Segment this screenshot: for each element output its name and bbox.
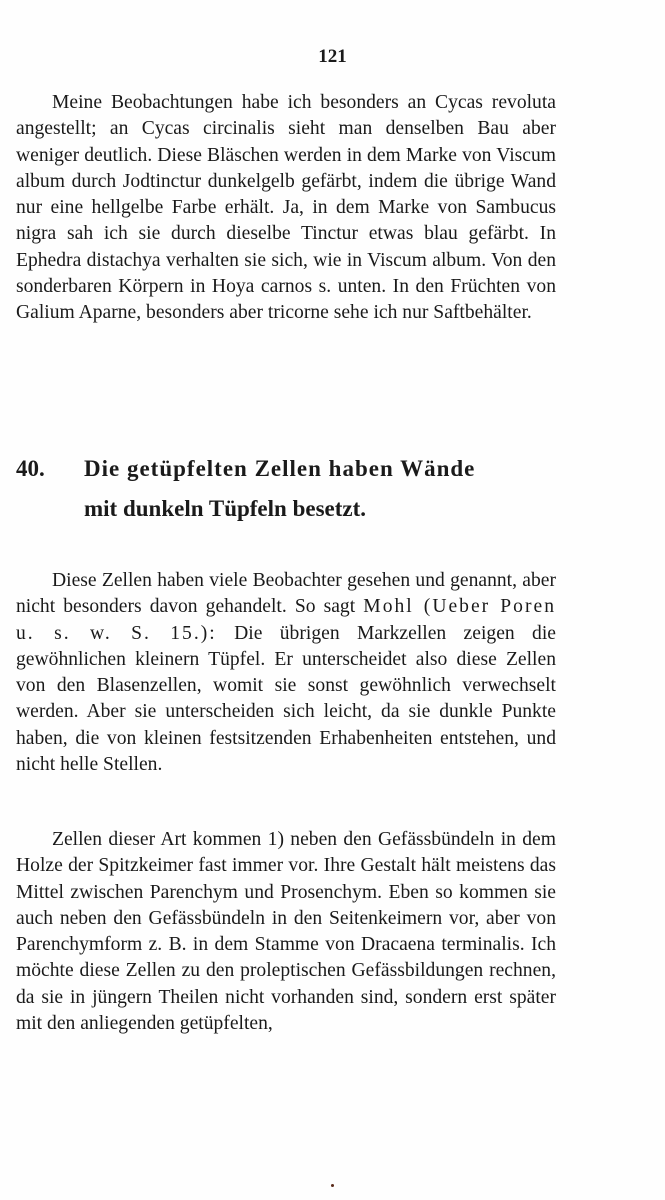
section-heading [16, 449, 576, 529]
section-number: 40. [16, 456, 45, 481]
paragraph-2 [16, 568, 556, 778]
paragraph-1-text: Meine Beobachtungen habe ich besonders an Cycas revoluta angestellt; an Cycas circinalis sieht man denselben Bau aber weniger deutlich. Diese Bläschen werden in dem Marke von Viscum album durch Jodtinctur dunkelgelb gefärbt, indem die übrige Wand nur eine hellgelbe Farbe erhält. Ja, in dem Marke von Sambucus nigra sah ich sie durch dieselbe Tinctur etwas blau gefärbt. In Ephedra distachya verhalten sie sich, wie in Viscum album. Von den sonderbaren Körpern in Hoya carnos s. unten. In den Früchten von Galium Aparne, besonders aber tricorne sehe ich nur Saftbehälter. [16, 92, 556, 324]
page-number: 121 [318, 46, 347, 67]
paragraph-3 [16, 827, 556, 1037]
paragraph-2-rest: Die übrigen Markzellen zeigen die gewöhnlichen kleinern Tüpfel. Er unterscheidet also diese Zellen von den Blasenzellen, womit sie sonst gewöhnlich verwechselt werden. Aber sie unterscheiden sich leicht, da sie dunkle Punkte haben, die von kleinen festsitzenden Erhabenheiten entstehen, und nicht helle Stellen. [16, 622, 556, 776]
paragraph-3-text: Zellen dieser Art kommen 1) neben den Gefässbündeln in dem Holze der Spitzkeimer fast immer vor. Ihre Gestalt hält meistens das Mittel zwischen Parenchym und Prosenchym. Eben so kommen sie auch neben den Gefässbündeln in den Seitenkeimern vor, aber von Parenchymform z. B. in dem Stamme von Dracaena terminalis. Ich möchte diese Zellen zu den proleptischen Gefässbildungen rechnen, da sie in jüngern Theilen nicht vorhanden sind, sondern erst später mit den anliegenden getüpfelten, [16, 829, 556, 1035]
page-mark [331, 1184, 334, 1187]
section-title-line-2: mit dunkeln Tüpfeln besetzt. [84, 496, 367, 521]
paragraph-1 [16, 90, 556, 327]
section-title-line-1: Die getüpfelten Zellen haben Wände [84, 456, 476, 481]
paragraph-2-citation: Mohl (Ueber Poren u. s. w. S. 15.): [16, 596, 556, 644]
paragraph-2-text [16, 568, 556, 778]
paragraph-2-intro: Diese Zellen haben viele Beobachter gesehen und genannt, aber nicht besonders davon gehandelt. So sagt [16, 570, 556, 618]
